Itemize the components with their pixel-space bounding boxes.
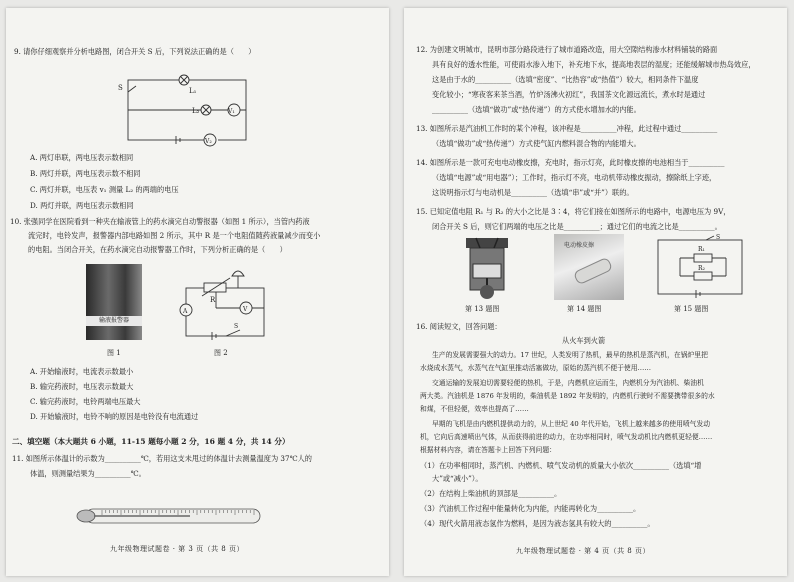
- q15-line-2: 闭合开关 S 后，则它们两端的电压之比是__________；通过它们的电流之比是__________。: [432, 222, 722, 231]
- q16-sub-2: （2）在结构上柴油机的顶部是__________。: [420, 489, 562, 498]
- passage-line-5: 和煤，不但轻便，效率也提高了……: [420, 405, 529, 413]
- q9-option-d: D. 两灯并联，两电压表示数相同: [30, 201, 134, 210]
- q15-caption: 第 15 题图: [674, 305, 709, 313]
- q14-eraser-label: 电动橡皮擦: [564, 242, 595, 249]
- q10-option-d: D. 开始输液时，电铃不响的原因是电铃没有电流通过: [30, 412, 199, 421]
- q10-fig2-label-a: A: [183, 308, 188, 315]
- passage-line-3: 交通运输的发展迫切需要轻便的热机，于是，内燃机应运而生，内燃机分为汽油机、柴油机: [432, 379, 704, 387]
- q14-line-2: （选填“电源”或“用电器”）；工作时，指示灯不亮，电动机带动橡皮振动，擦除纸上字迹，: [432, 173, 717, 182]
- q9-label-s: S: [118, 84, 123, 92]
- q9-label-l2: L₂: [192, 107, 200, 115]
- passage-line-6: 早期的飞机是由内燃机提供动力的，从上世纪 40 年代开始，飞机上越来越多的使用喷气发动: [432, 420, 711, 428]
- q9-stem: 9. 请你仔细观察并分析电路图，闭合开关 S 后，下列说法正确的是（ ）: [14, 47, 256, 56]
- q10-fig1-photo: [86, 264, 142, 340]
- passage-line-2: 水烧成水蒸气，水蒸气在气缸里推动活塞做功，原始的蒸汽机不便于使用……: [420, 364, 652, 372]
- q10-option-a: A. 开始输液时，电流表示数最小: [30, 367, 134, 376]
- q10-fig2-label-s: S: [234, 323, 239, 330]
- q12-line-2: 具有良好的透水性能，可使雨水渗入地下，补充地下水，提高地表层的湿度；还能缓解城市热岛效应，: [432, 60, 756, 69]
- q14-caption: 第 14 题图: [567, 305, 602, 313]
- q14-line-1: 14. 如图所示是一款可充电电动橡皮擦，充电时，指示灯亮，此时橡皮擦的电池相当于__________: [416, 158, 725, 167]
- q15-label-r2: R₂: [698, 265, 705, 272]
- q13-line-2: （选填“做功”或“热传递”）方式使气缸内燃料混合物的内能增大。: [432, 139, 641, 148]
- q14-eraser-photo: [554, 234, 624, 300]
- q9-label-l1: L₁: [189, 87, 197, 95]
- q10-fig2-caption: 图 2: [214, 349, 228, 357]
- left-footer: 九年级物理试题卷 · 第 3 页（共 8 页）: [110, 545, 244, 553]
- q14-line-3: 这说明指示灯与电动机是__________（选填“串”或“并”）联的。: [432, 188, 634, 197]
- q11-line-2: 体温，则测量结果为__________℃。: [30, 469, 146, 478]
- q15-circuit: [650, 234, 750, 300]
- q10-fig2-label-v: V: [243, 306, 248, 313]
- q15-label-r1: R₁: [698, 246, 705, 253]
- q10-fig2-circuit: [176, 266, 268, 344]
- q9-label-v1: V₁: [228, 108, 235, 115]
- q10-fig2-label-r: R: [210, 296, 216, 304]
- q12-line-1: 12. 为创建文明城市，昆明市部分路段进行了城市道路改造，用大空隙结构渗水材料铺装的路面: [416, 45, 718, 54]
- q12-line-3: 这是由于水的__________（选填“密度”、“比热容”或“热值”）较大，相同条件下温度: [432, 75, 699, 84]
- q10-fig1-caption: 图 1: [107, 349, 121, 357]
- q16-sub-1b: 大”或“减小”）。: [432, 474, 483, 483]
- q10-fig1-label: 输液报警器: [86, 316, 142, 326]
- q13-engine-figure: [458, 234, 516, 300]
- q16-sub-3: （3）汽油机工作过程中能量转化为内能，内能再转化为__________。: [420, 504, 641, 513]
- passage-title: 从火车到火箭: [562, 336, 606, 345]
- q9-label-v2: V₂: [205, 138, 212, 145]
- q10-option-c: C. 输完药液时，电铃两端电压最大: [30, 397, 141, 406]
- q12-line-5: __________（选填“做功”或“热传递”）的方式使水增加水的内能。: [432, 105, 641, 114]
- q10-line-1: 10. 张强同学在医院看到一种夹在输液管上的药水滴完自动警报器（如图 1 所示），当管内药液: [10, 217, 310, 226]
- q9-option-a: A. 两灯串联，两电压表示数相同: [30, 153, 134, 162]
- q10-option-b: B. 输完药液时，电压表示数最大: [30, 382, 134, 391]
- thermometer-figure: [72, 500, 268, 532]
- q16-sub-1: （1）在功率相同时，蒸汽机、内燃机、喷气发动机的质量大小依次__________（选填“增: [420, 461, 702, 470]
- q10-line-2: 流完时，电铃发声，报警器内部电路如图 2 所示，其中 R 是一个电阻值随药液量减少而变小: [28, 231, 321, 240]
- q13-line-1: 13. 如图所示是汽油机工作时的某个冲程，该冲程是__________冲程，此过程中通过__________: [416, 124, 718, 133]
- q11-line-1: 11. 如图所示体温计的示数为__________℃，若用这支未甩过的体温计去测量温度为 37℃人的: [12, 454, 312, 463]
- section-2-heading: 二、填空题（本大题共 6 小题，11-15 题每小题 2 分，16 题 4 分，共 14 分）: [12, 437, 290, 446]
- right-page: [404, 8, 787, 576]
- q9-circuit-diagram: [114, 66, 254, 150]
- q16-sub-4: （4）现代火箭用液态氢作为燃料，是因为液态氢具有较大的__________。: [420, 519, 655, 528]
- q12-line-4: 变化较小；“寒夜客来茶当酒，竹炉汤沸火初红”，我国茶文化源远流长，煮水时是通过: [432, 90, 706, 99]
- left-page: [6, 8, 389, 576]
- q9-option-b: B. 两灯并联，两电压表示数不相同: [30, 169, 141, 178]
- q13-caption: 第 13 题图: [465, 305, 500, 313]
- q9-option-c: C. 两灯并联，电压表 v₁ 测量 L₂ 的两端的电压: [30, 185, 179, 194]
- passage-line-4: 两大类。汽油机是 1876 年发明的，柴油机是 1892 年发明的，内燃机行驶时不需要携带很多的水: [420, 392, 715, 400]
- q15-line-1: 15. 已知定值电阻 R₁ 与 R₂ 的大小之比是 3∶4，将它们接在如图所示的电路中，电源电压为 9V，: [416, 207, 731, 216]
- passage-line-1: 生产的发展需要强大的动力。17 世纪，人类发明了热机，最早的热机是蒸汽机，在锅炉里把: [432, 351, 708, 359]
- passage-line-7: 机，它向后高速喷出气体，从而获得前进的动力，在功率相同时，喷气发动机比内燃机更轻便……: [420, 433, 713, 441]
- q16-intro: 16. 阅读短文，回答问题：: [416, 322, 502, 331]
- q15-label-s: S: [716, 234, 721, 241]
- passage-line-8: 根据材料内容，请在答题卡上回答下列问题：: [420, 446, 556, 454]
- q10-line-3: 的电阻。当闭合开关，在药水滴完自动报警器工作时，下列分析正确的是（ ）: [28, 245, 287, 254]
- right-footer: 九年级物理试题卷 · 第 4 页（共 8 页）: [516, 547, 650, 555]
